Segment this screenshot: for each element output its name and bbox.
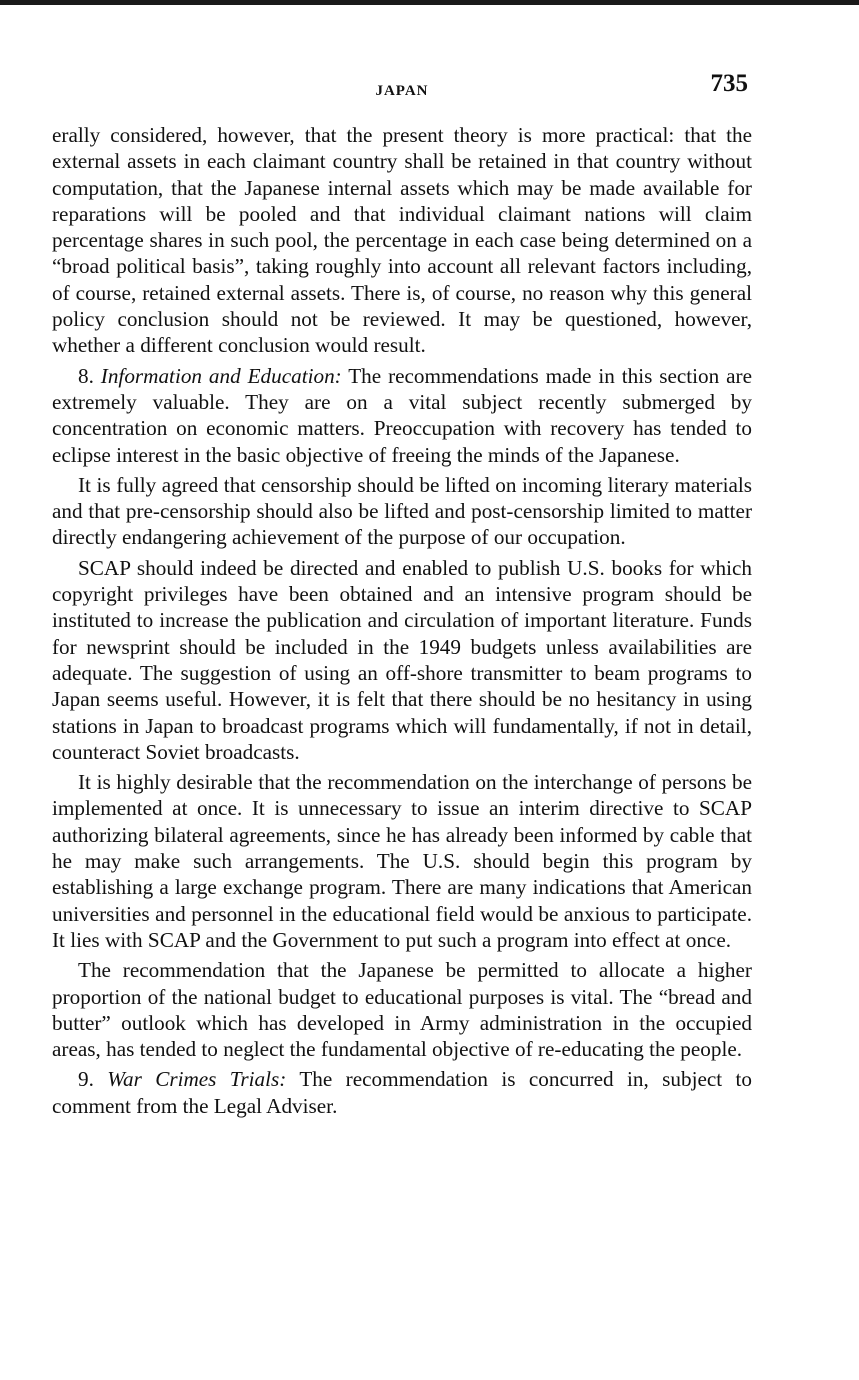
- page-number: 735: [710, 70, 748, 97]
- paragraph-education-budget: [52, 957, 752, 1062]
- paragraph-war-crimes-trials: [52, 1066, 752, 1119]
- paragraph-text: It is highly desirable that the recommendation on the interchange of persons be implemented at once. It is unnecessary to issue an interim directive to SCAP authorizing bilateral agreements, since he has already been informed by cable that he may make such arrangements. The U.S. should begin this program by establishing a large exchange program. There are many indications that American universities and personnel in the educational field would be anxious to participate. It lies with SCAP and the Government to put such a program into effect at once.: [52, 770, 752, 952]
- paragraph-reparations-continued: [52, 122, 752, 359]
- page-top-edge: [0, 0, 859, 5]
- paragraph-text: It is fully agreed that censorship should be lifted on incoming literary materials and that pre-censorship should also be lifted and post-censorship limited to matter directly endangering achievement of the purpose of our occupation.: [52, 472, 752, 550]
- paragraph-text: The recommendations made in this section are extremely valuable. They are on a vital subject recently submerged by concentration on economic matters. Preoccupation with recovery has tended to eclipse interest in the basic objective of freeing the minds of the Japanese.: [52, 363, 752, 467]
- paragraph-interchange-persons: [52, 769, 752, 953]
- running-title: JAPAN: [375, 83, 429, 99]
- paragraph-information-education: [52, 363, 752, 468]
- paragraph-censorship: [52, 472, 752, 551]
- paragraph-text: The recommendation is concurred in, subject to comment from the Legal Adviser.: [52, 1067, 753, 1118]
- paragraph-text: The recommendation that the Japanese be permitted to allocate a higher proportion of the national budget to educational purposes is vital. The “bread and butter” outlook which has developed in Army administration in the occupied areas, has tended to neglect the fundamental objective of re-educating the people.: [52, 958, 752, 1062]
- section-heading: Information and Education:: [100, 363, 342, 388]
- section-number: 9.: [78, 1067, 94, 1092]
- section-number: 8.: [78, 363, 94, 388]
- paragraph-text: erally considered, however, that the present theory is more practical: that the external assets in each claimant country shall be retained in that country without computation, that the Japanese internal assets which may be made available for reparations will be pooled and that individual claimant nations will claim percentage shares in such pool, the percentage in each case being determined on a “broad political basis”, taking roughly into account all relevant factors including, of course, retained external assets. There is, of course, no reason why this general policy conclusion should not be reviewed. It may be questioned, however, whether a different conclusion would result.: [52, 123, 752, 358]
- paragraph-text: SCAP should indeed be directed and enabled to publish U.S. books for which copyright privileges have been obtained and an intensive program should be instituted to increase the publication and circulation of important literature. Funds for newsprint should be included in the 1949 budgets unless availabilities are adequate. The suggestion of using an off-shore transmitter to beam programs to Japan seems useful. However, it is felt that there should be no hesitancy in using stations in Japan to broadcast programs which will fundamentally, if not in detail, counteract Soviet broadcasts.: [52, 555, 752, 764]
- page-body: [52, 122, 752, 1123]
- paragraph-scap-publishing: [52, 555, 752, 765]
- section-heading: War Crimes Trials:: [107, 1067, 287, 1092]
- running-header: [52, 70, 752, 106]
